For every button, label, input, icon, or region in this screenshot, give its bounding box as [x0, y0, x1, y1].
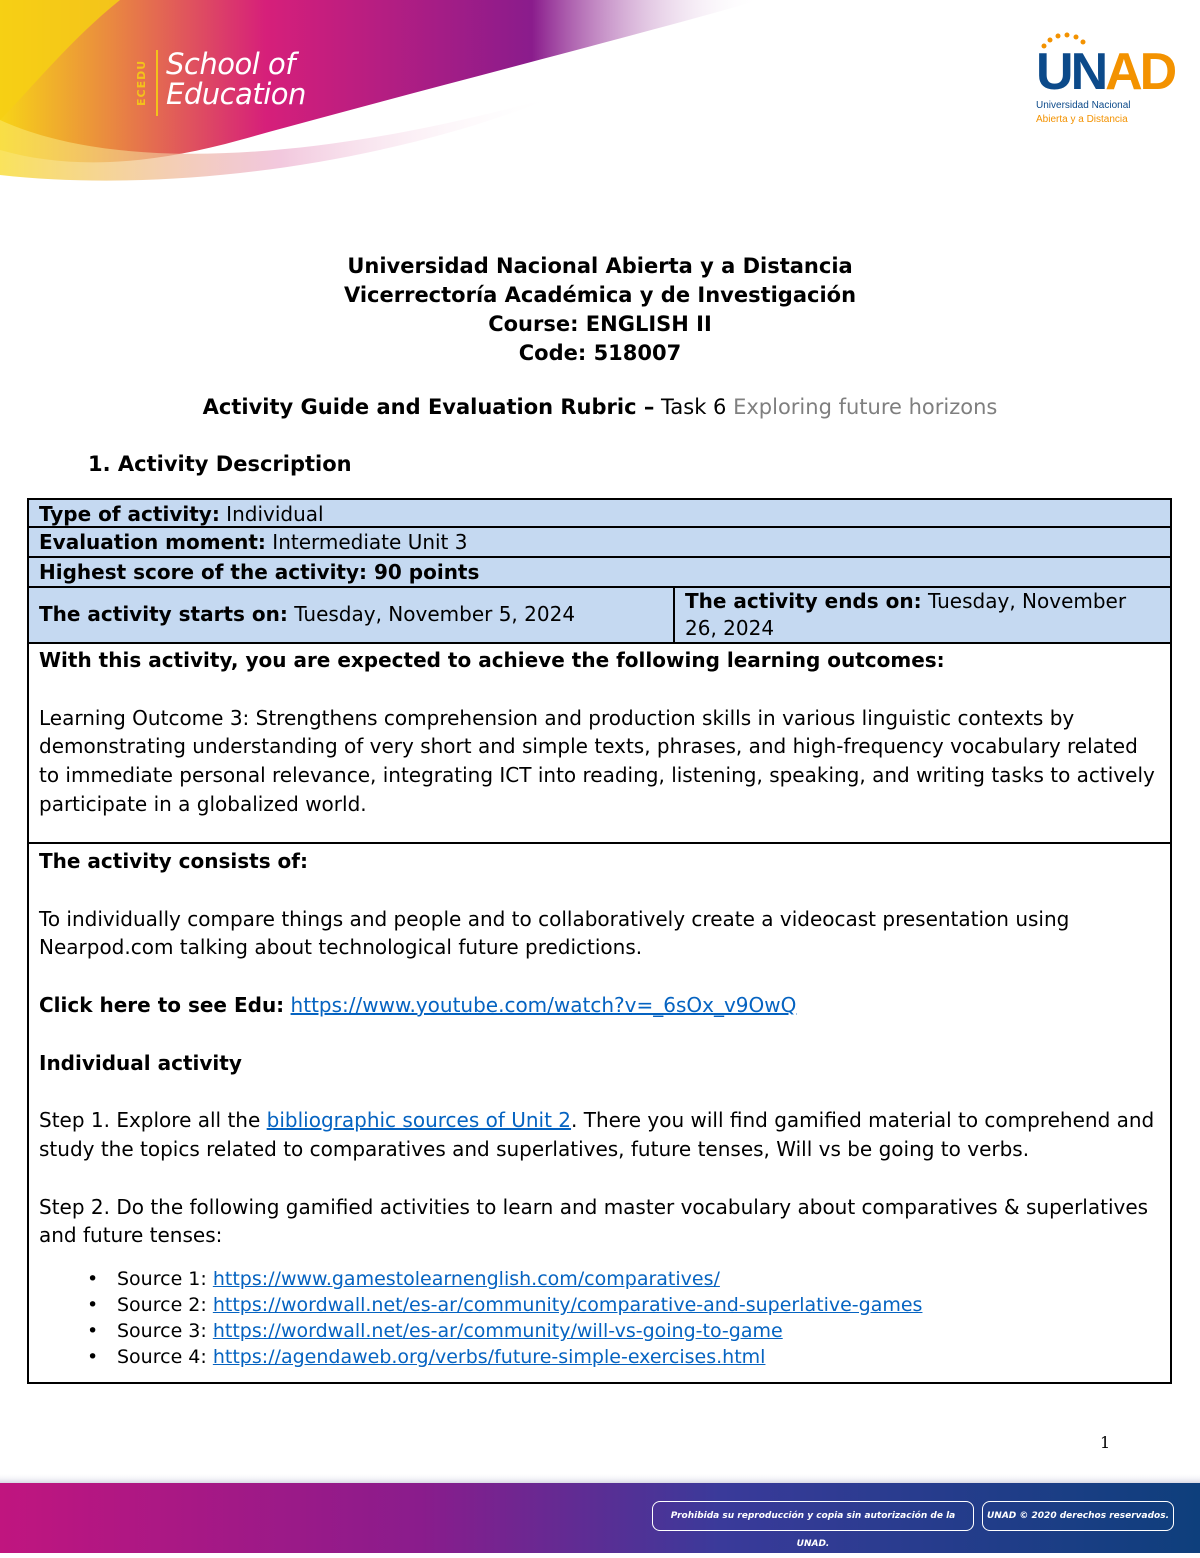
source-item	[117, 1266, 1160, 1292]
unad-wordmark	[1036, 43, 1175, 101]
guide-topic: Exploring future horizons	[733, 395, 998, 419]
row-highest-score: Highest score of the activity: 90 points	[29, 558, 1170, 588]
page-number: 1	[1100, 1433, 1111, 1452]
activity-table	[27, 498, 1172, 1384]
source-item	[117, 1318, 1160, 1344]
bibliographic-sources-link[interactable]: bibliographic sources of Unit 2	[266, 1108, 572, 1133]
school-name-line1: School of	[166, 47, 295, 81]
learning-outcome-3: Learning Outcome 3: Strengthens comprehension and production skills in various linguistic contexts by demonstrating understanding of very short and simple texts, phrases, and high-frequency vocabulary related to immediate personal relevance, integrating ICT into reading, listening, speaking, and writing tasks to actively participate in a globalized world.	[39, 705, 1155, 816]
section-heading: 1. Activity Description	[88, 452, 352, 476]
guide-task: Task 6	[661, 395, 727, 419]
step-2: Step 2. Do the following gamified activities to learn and master vocabulary about comparatives & superlatives and future tenses:	[39, 1194, 1149, 1248]
footer-notice: Prohibida su reproducción y copia sin autorización de la UNAD.	[652, 1501, 974, 1531]
course-title: Course: ENGLISH II	[488, 312, 712, 336]
ends-label: The activity ends on:	[685, 589, 922, 613]
school-logo-divider	[156, 50, 158, 116]
source-label: Source 2:	[117, 1294, 207, 1317]
footer-copyright: UNAD © 2020 derechos reservados.	[982, 1501, 1174, 1531]
row-type-of-activity	[29, 500, 1170, 528]
unad-subtitle-line1: Universidad Nacional	[1036, 100, 1131, 111]
ecedu-badge: ECEDU	[135, 59, 148, 107]
step1-prefix: Step 1. Explore all the	[39, 1108, 261, 1133]
step-1	[39, 1106, 1160, 1164]
guide-title-bold: Activity Guide and Evaluation Rubric –	[202, 395, 655, 419]
university-title: Universidad Nacional Abierta y a Distancia	[347, 254, 853, 278]
vice-rectorate-title: Vicerrectoría Académica y de Investigación	[343, 283, 857, 307]
edu-label: Click here to see Edu:	[39, 992, 285, 1017]
consists-heading: The activity consists of:	[39, 849, 308, 873]
moment-label: Evaluation moment:	[39, 530, 266, 554]
guide-title	[0, 395, 1200, 419]
individual-activity-heading: Individual activity	[39, 1050, 242, 1075]
unad-letters-ad: AD	[1105, 43, 1175, 101]
unad-letter-n: N	[1070, 43, 1106, 101]
consists-text: To individually compare things and people and to collaboratively create a videocast presentation using Nearpod.com talking about technological future predictions.	[39, 906, 1070, 960]
sources-list	[39, 1266, 1160, 1370]
source-link[interactable]: https://agendaweb.org/verbs/future-simple-exercises.html	[212, 1346, 766, 1369]
course-code: Code: 518007	[518, 341, 682, 365]
outcomes-heading: With this activity, you are expected to achieve the following learning outcomes:	[39, 648, 945, 672]
source-link[interactable]: https://wordwall.net/es-ar/community/comparative-and-superlative-games	[212, 1294, 923, 1317]
row-evaluation-moment	[29, 528, 1170, 558]
source-label: Source 4:	[117, 1346, 207, 1369]
step1-suffix: . There you will find gamified material to comprehend and study the topics related to comparatives and superlatives, future tenses, Will vs be going to verbs.	[39, 1108, 1155, 1161]
source-label: Source 1:	[117, 1268, 207, 1291]
source-link[interactable]: https://www.gamestolearnenglish.com/comparatives/	[212, 1268, 720, 1291]
row-learning-outcomes	[29, 644, 1170, 844]
end-date-cell	[675, 588, 1170, 642]
starts-label: The activity starts on:	[39, 602, 288, 626]
unad-letter-u: U	[1036, 43, 1071, 101]
source-item	[117, 1292, 1160, 1318]
start-date-cell	[29, 588, 675, 642]
source-item	[117, 1344, 1160, 1370]
moment-value: Intermediate Unit 3	[272, 530, 468, 554]
source-label: Source 3:	[117, 1320, 207, 1343]
school-name-line2: Education	[166, 77, 306, 111]
ends-value: Tuesday, November 26, 2024	[685, 589, 1127, 640]
type-label: Type of activity:	[39, 502, 220, 526]
starts-value: Tuesday, November 5, 2024	[294, 602, 576, 626]
unad-subtitle-line2: Abierta y a Distancia	[1036, 114, 1128, 125]
school-of-education-logo	[166, 49, 306, 109]
document-titles	[0, 252, 1200, 368]
source-link[interactable]: https://wordwall.net/es-ar/community/will-vs-going-to-game	[212, 1320, 783, 1343]
type-value: Individual	[226, 502, 324, 526]
row-activity-consists	[29, 844, 1170, 1382]
row-dates	[29, 588, 1170, 644]
edu-video-link[interactable]: https://www.youtube.com/watch?v=_6sOx_v9OwQ	[290, 992, 797, 1017]
